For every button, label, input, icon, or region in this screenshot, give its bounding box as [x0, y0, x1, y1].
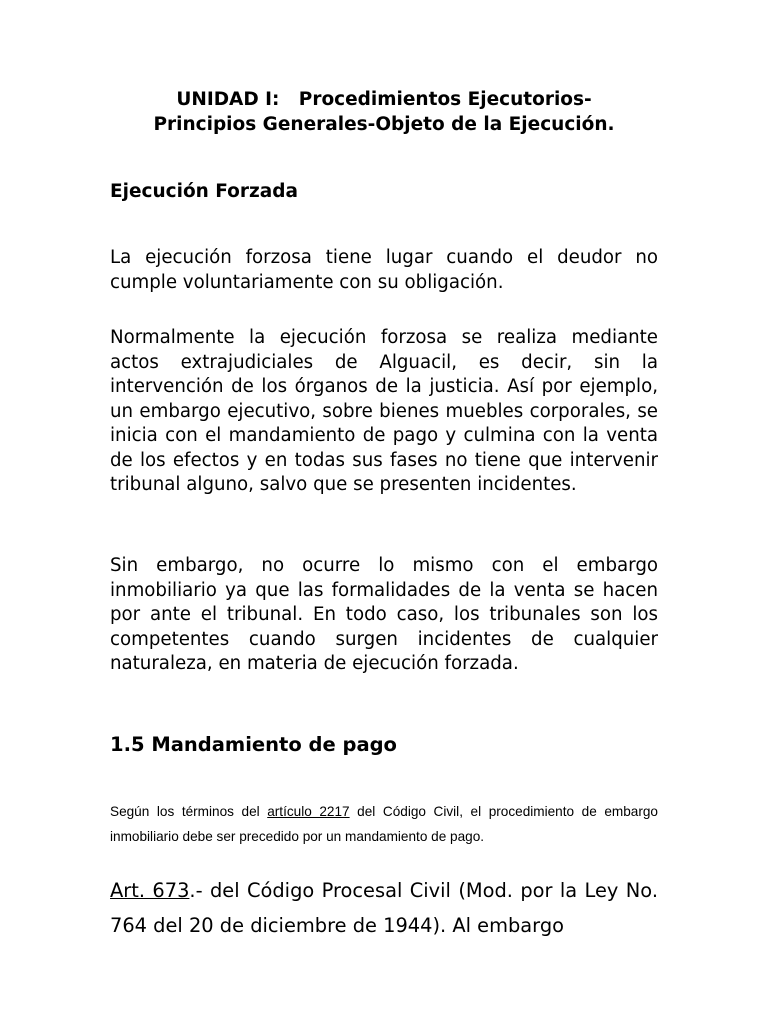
paragraph-3: Sin embargo, no ocurre lo mismo con el embargo inmobiliario ya que las formalidades de la venta se hacen por ante el tribunal. En todo caso, los tribunales son los competentes cuando surgen incidentes de cualquier naturaleza, en materia de ejecución forzada.	[110, 555, 658, 674]
art-673-link[interactable]: Art. 673	[110, 879, 190, 902]
art-673-paragraph	[110, 873, 658, 943]
heading-ejecucion-forzada: Ejecución Forzada	[110, 181, 298, 202]
articulo-2217-link[interactable]: artículo 2217	[267, 804, 350, 819]
small-paragraph	[110, 799, 658, 849]
paragraph-1: La ejecución forzosa tiene lugar cuando el deudor no cumple voluntariamente con su obligación.	[110, 247, 658, 293]
unit-title-line-2: Principios Generales-Objeto de la Ejecución.	[153, 114, 615, 135]
art-673-text: .- del Código Procesal Civil (Mod. por la Ley No. 764 del 20 de diciembre de 1944). Al embargo	[110, 879, 658, 937]
unit-title	[110, 87, 658, 137]
heading-mandamiento-de-pago: 1.5 Mandamiento de pago	[110, 733, 397, 756]
paragraph-2: Normalmente la ejecución forzosa se realiza mediante actos extrajudiciales de Alguacil, es decir, sin la intervención de los órganos de la justicia. Así por ejemplo, un embargo ejecutivo, sobre bienes muebles corporales, se inicia con el mandamiento de pago y culmina con la venta de los efectos y en todas sus fases no tiene que intervenir tribunal alguno, salvo que se presenten incidentes.	[110, 327, 658, 495]
unit-title-line-1: UNIDAD I: Procedimientos Ejecutorios-	[176, 89, 592, 110]
small-text-before: Según los términos del	[110, 804, 268, 819]
small-text-after: del Código Civil, el procedimiento de embargo inmobiliario debe ser precedido por un mandamiento de pago.	[110, 804, 658, 844]
